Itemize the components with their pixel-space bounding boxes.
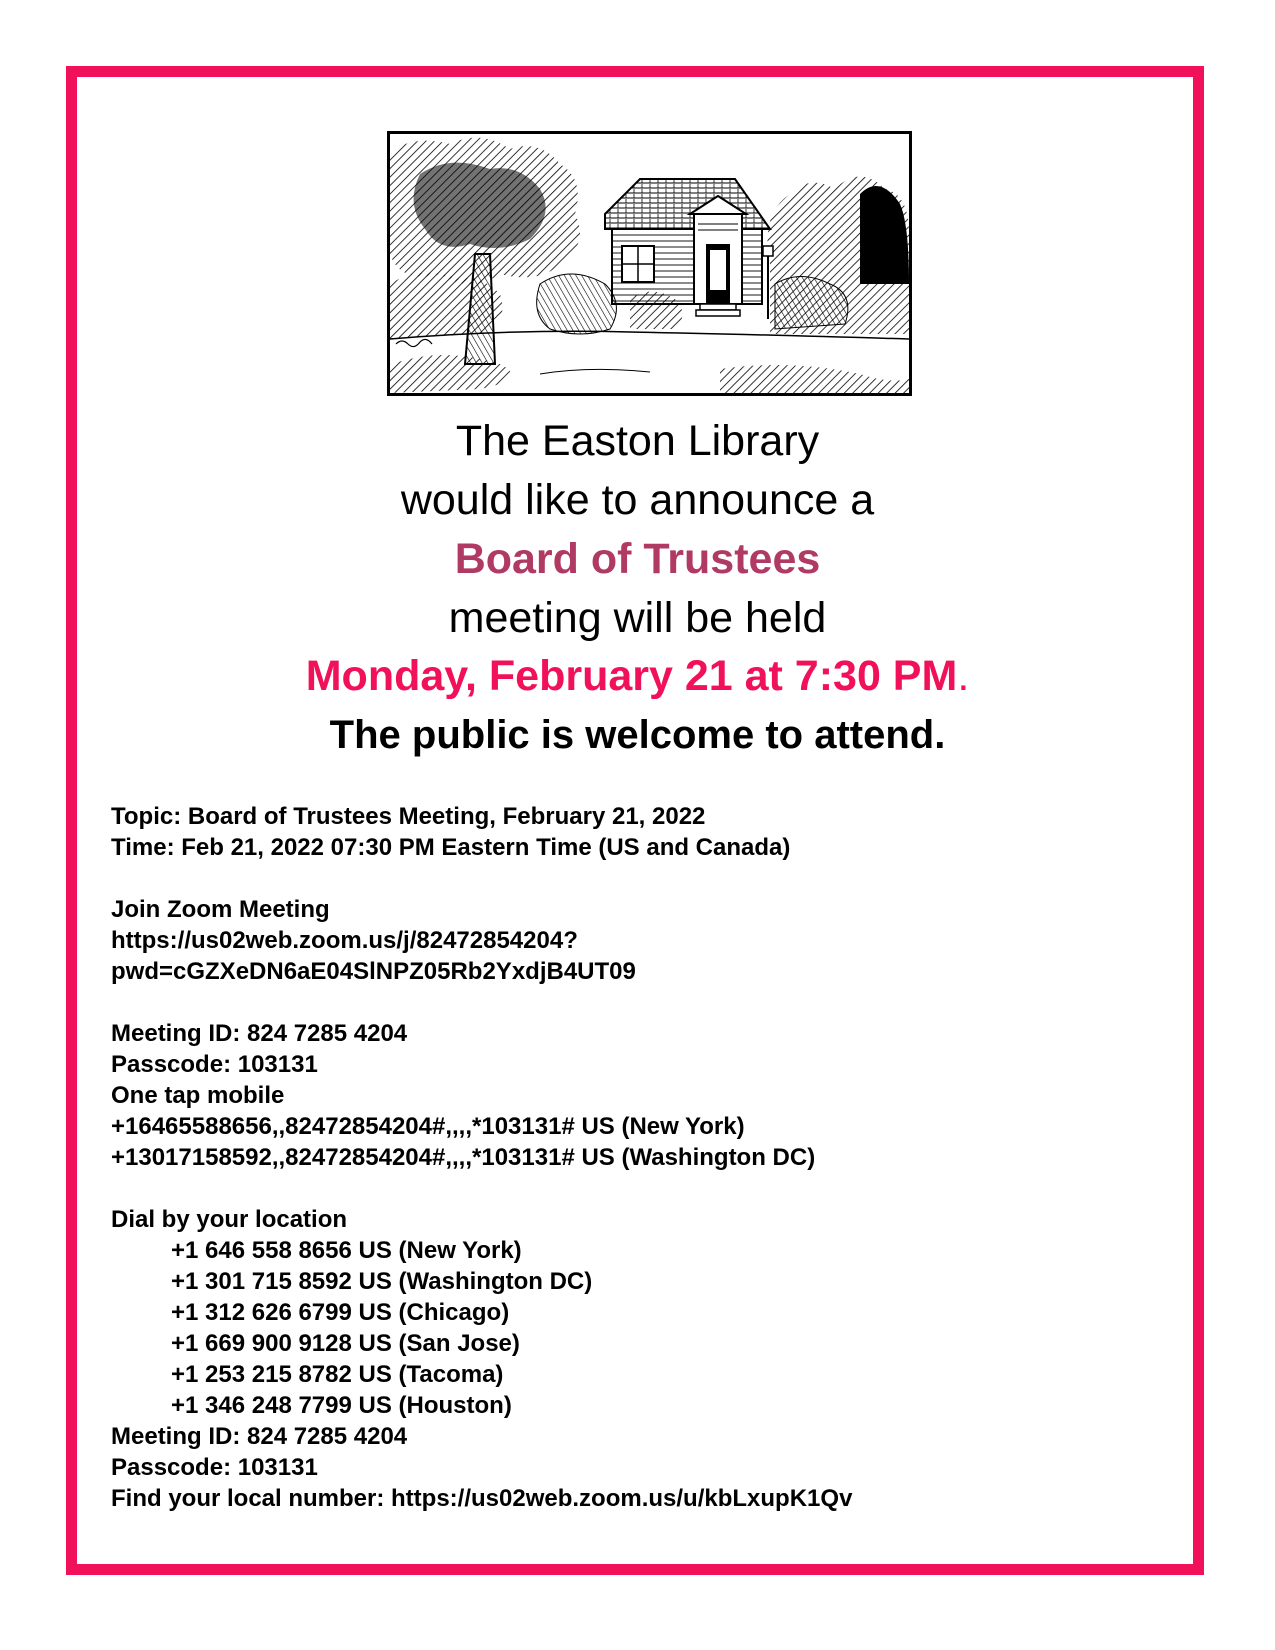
one-tap-heading: One tap mobile <box>111 1082 285 1109</box>
join-url-part-1[interactable]: https://us02web.zoom.us/j/82472854204? <box>111 927 578 954</box>
time-line: Time: Feb 21, 2022 07:30 PM Eastern Time (US and Canada) <box>111 834 791 861</box>
announcement-line-intro: would like to announce a <box>400 476 875 524</box>
dial-heading: Dial by your location <box>111 1206 348 1233</box>
dial-number-san-jose: +1 669 900 9128 US (San Jose) <box>171 1330 520 1357</box>
announcement-line-meeting: meeting will be held <box>448 594 827 642</box>
one-tap-washington: +13017158592,,82472854204#,,,,*103131# US (Washington DC) <box>111 1144 816 1171</box>
join-heading: Join Zoom Meeting <box>111 896 330 923</box>
announcement-board-of-trustees: Board of Trustees <box>454 535 821 583</box>
announcement-date-period: . <box>957 652 970 700</box>
dial-number-new-york: +1 646 558 8656 US (New York) <box>171 1237 522 1264</box>
passcode-repeat: Passcode: 103131 <box>111 1454 318 1481</box>
zoom-details <box>111 801 1161 1514</box>
passcode: Passcode: 103131 <box>111 1051 318 1078</box>
announcement-public-welcome: The public is welcome to attend. <box>329 713 946 757</box>
announcement-date-time <box>0 647 1275 705</box>
meeting-id: Meeting ID: 824 7285 4204 <box>111 1020 408 1047</box>
library-building-drawing-icon <box>387 131 912 396</box>
meeting-id-repeat: Meeting ID: 824 7285 4204 <box>111 1423 408 1450</box>
dial-number-washington: +1 301 715 8592 US (Washington DC) <box>171 1268 593 1295</box>
dial-number-houston: +1 346 248 7799 US (Houston) <box>171 1392 512 1419</box>
local-number-link[interactable]: Find your local number: https://us02web.zoom.us/u/kbLxupK1Qv <box>111 1485 853 1512</box>
dial-number-tacoma: +1 253 215 8782 US (Tacoma) <box>171 1361 504 1388</box>
dial-number-chicago: +1 312 626 6799 US (Chicago) <box>171 1299 510 1326</box>
join-url-part-2[interactable]: pwd=cGZXeDN6aE04SlNPZ05Rb2YxdjB4UT09 <box>111 958 636 985</box>
topic-line: Topic: Board of Trustees Meeting, February 21, 2022 <box>111 803 706 830</box>
one-tap-new-york: +16465588656,,82472854204#,,,,*103131# US (New York) <box>111 1113 745 1140</box>
announcement-line-library: The Easton Library <box>455 417 820 465</box>
announcement-date-text: Monday, February 21 at 7:30 PM <box>305 652 958 700</box>
